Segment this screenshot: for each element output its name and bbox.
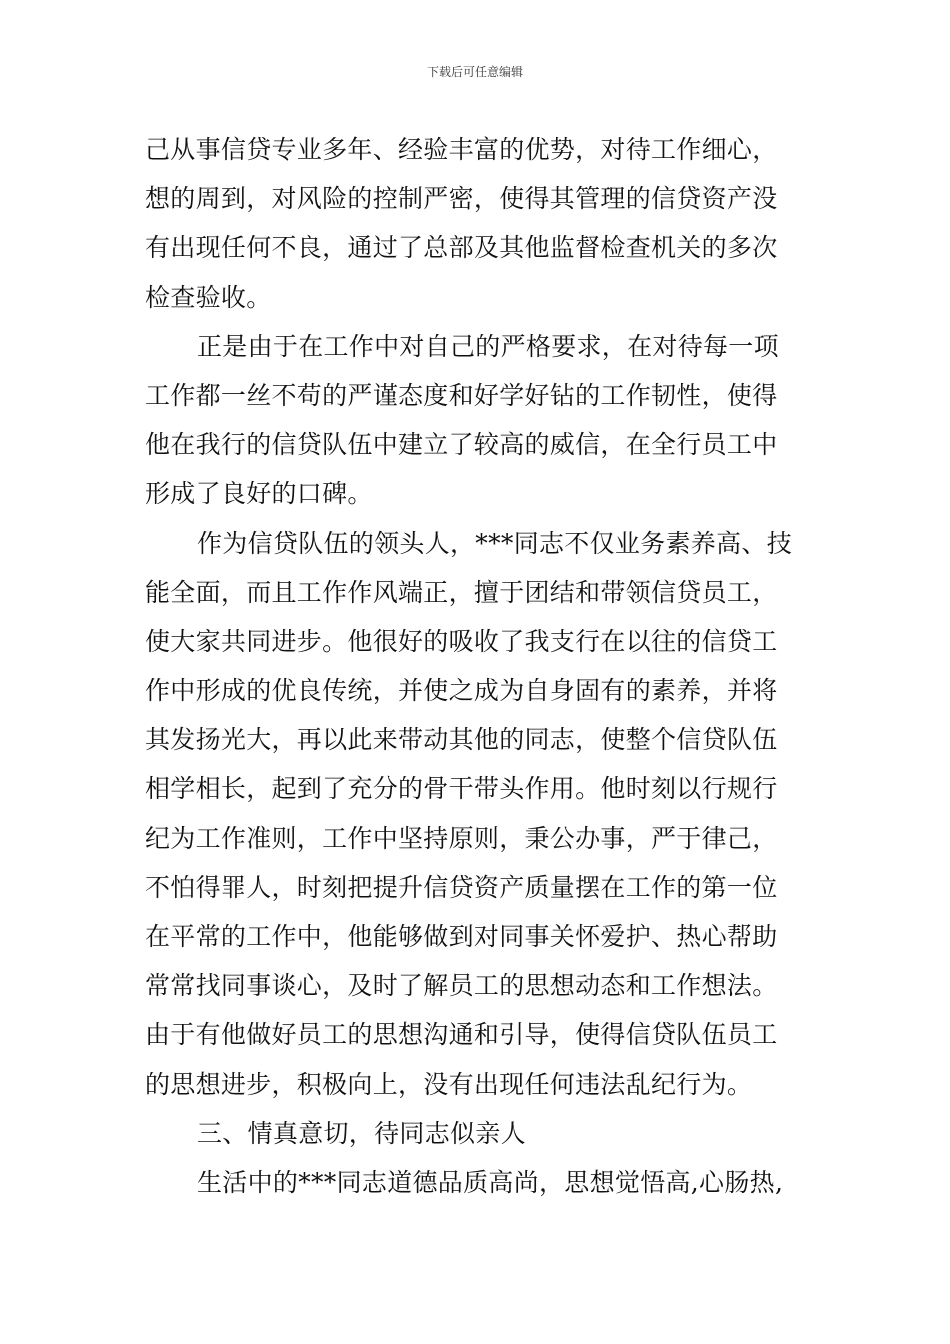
text-line: 相学相长，起到了充分的骨干带头作用。他时刻以行规行: [145, 774, 778, 804]
text-line: 形成了良好的口碑。: [145, 479, 373, 509]
text-line: 其发扬光大，再以此来带动其他的同志，使整个信贷队伍: [145, 725, 778, 755]
text-line: 纪为工作准则，工作中坚持原则，秉公办事，严于律己，: [145, 823, 778, 853]
text-line: 正是由于在工作中对自己的严格要求，在对待每一项: [197, 331, 779, 361]
text-line: 能全面，而且工作作风端正，擅于团结和带领信贷员工，: [145, 577, 778, 607]
text-line: 的思想进步，积极向上，没有出现任何违法乱纪行为。: [145, 1069, 753, 1099]
document-body: [145, 125, 810, 1207]
text-line: 作为信贷队伍的领头人，***同志不仅业务素养高、技: [197, 528, 793, 558]
text-line: 使大家共同进步。他很好的吸收了我支行在以往的信贷工: [145, 626, 778, 656]
text-line: 不怕得罪人，时刻把提升信贷资产质量摆在工作的第一位: [145, 872, 778, 902]
text-line: 想的周到，对风险的控制严密，使得其管理的信贷资产没: [145, 184, 778, 214]
page-header: 下载后可任意编辑: [426, 65, 523, 79]
text-line: 由于有他做好员工的思想沟通和引导，使得信贷队伍员工: [145, 1020, 778, 1050]
text-line: 工作都一丝不苟的严谨态度和好学好钻的工作韧性，使得: [145, 380, 778, 410]
text-line: 有出现任何不良，通过了总部及其他监督检查机关的多次: [145, 233, 778, 263]
text-line: 检查验收。: [145, 282, 272, 312]
text-line: 常常找同事谈心，及时了解员工的思想动态和工作想法。: [145, 971, 778, 1001]
text-line: 在平常的工作中，他能够做到对同事关怀爱护、热心帮助: [145, 922, 778, 951]
text-line: 他在我行的信贷队伍中建立了较高的威信，在全行员工中: [145, 430, 778, 460]
text-line: 生活中的***同志道德品质高尚，思想觉悟高,心肠热,: [197, 1167, 784, 1197]
text-line: 己从事信贷专业多年、经验丰富的优势，对待工作细心，: [145, 135, 778, 164]
text-line: 三、情真意切，待同志似亲人: [197, 1118, 526, 1148]
text-line: 作中形成的优良传统，并使之成为自身固有的素养，并将: [145, 676, 778, 706]
